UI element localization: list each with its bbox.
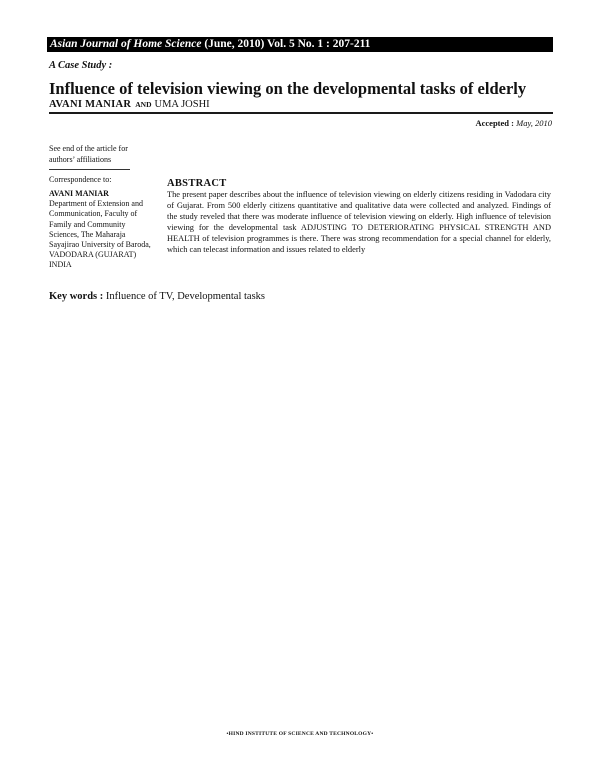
journal-name: Asian Journal of Home Science [50, 38, 202, 50]
accepted-label: Accepted : [475, 118, 514, 128]
article-title: Influence of television viewing on the developmental tasks of elderly [49, 79, 527, 98]
journal-banner [47, 37, 553, 52]
article-type: A Case Study : [49, 60, 113, 71]
title-divider [49, 112, 553, 114]
author-first: AVANI MANIAR [49, 99, 132, 110]
correspondence-label: Correspondence to: [49, 175, 112, 184]
author-second: UMA JOSHI [154, 99, 210, 110]
accepted-date [476, 118, 553, 128]
author-conjunction: AND [135, 100, 152, 109]
correspondence-name: AVANI MANIAR [49, 189, 109, 198]
affiliation-note: See end of the article for authors’ affiliations [49, 144, 128, 164]
correspondence-block [49, 189, 151, 271]
sidebar-divider [49, 169, 130, 170]
keywords-label: Key words : [49, 291, 104, 302]
keywords-value: Influence of TV, Developmental tasks [105, 291, 265, 302]
keywords-line [49, 291, 265, 302]
authors-line [49, 99, 210, 110]
publisher-footer: •HIND INSTITUTE OF SCIENCE AND TECHNOLOGY• [226, 731, 374, 737]
accepted-value: May, 2010 [516, 118, 552, 128]
journal-issue: (June, 2010) Vol. 5 No. 1 : 207-211 [204, 38, 371, 50]
abstract-heading: ABSTRACT [167, 178, 227, 189]
abstract-text: The present paper describes about the influence of television viewing on elderly citizens residing in Vadodara city of Gujarat. From 500 elderly citizens quantitative and qualitative data were collected and analyzed. Findings of the study reveled that there was moderate influence of television viewing on elderly. High influence of television viewing for the developmental task ADJUSTING TO DETERIORATING PHYSICAL STRENGTH AND HEALTH of television programmes is there. There was strong recommendation for a special channel for elderly, which can telecast information and issues related to elderly [167, 190, 551, 254]
correspondence-address: Department of Extension and Communication, Faculty of Family and Community Sciences, The Maharaja Sayajirao University of Baroda, VADODARA (GUJARAT) INDIA [49, 199, 151, 270]
